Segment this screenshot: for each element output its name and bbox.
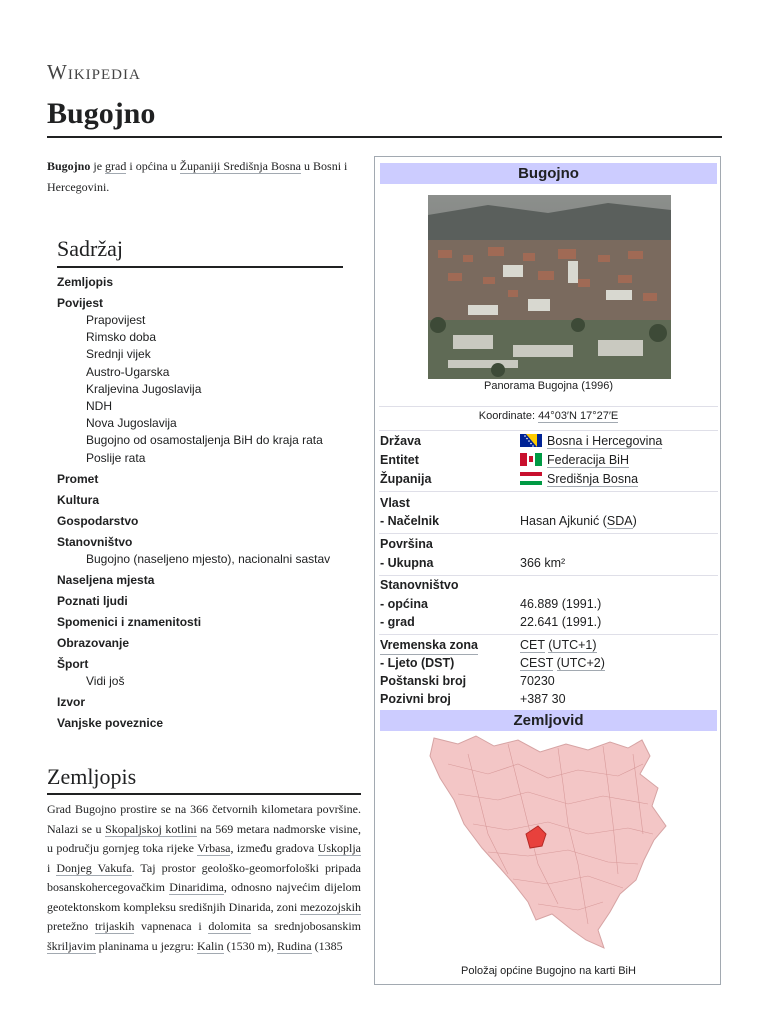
label-nacelnik: - Načelnik (380, 514, 440, 528)
text-link[interactable]: dolomita (208, 919, 251, 933)
infobox-title: Bugojno (380, 163, 717, 184)
value-entitet (520, 451, 629, 469)
label-ukupna: - Ukupna (380, 556, 434, 570)
divider (379, 406, 718, 407)
row-vremenska-zona (380, 636, 717, 654)
text-link[interactable]: trijaskih (95, 919, 135, 933)
text-run: planinama u jezgru: (95, 938, 197, 953)
link-cet[interactable]: CET (520, 638, 545, 652)
photo-caption: Panorama Bugojna (1996) (483, 380, 614, 392)
nacelnik-name: Hasan Ajkunić ( (520, 514, 607, 528)
toc-subitem[interactable]: NDH (86, 399, 112, 414)
value-zupanija (520, 470, 638, 488)
text-run: (1530 m), (223, 938, 277, 953)
toc-subitem[interactable]: Austro-Ugarska (86, 364, 170, 379)
row-pozivni-broj (380, 690, 717, 708)
table-of-contents (57, 236, 357, 732)
divider (379, 430, 718, 431)
link-sda[interactable]: SDA (606, 514, 633, 528)
row-ukupna (380, 554, 717, 572)
toc-subitem[interactable]: Kraljevina Jugoslavija (86, 381, 202, 396)
page-title: Bugojno (47, 96, 722, 138)
text-run: i (47, 860, 57, 875)
toc-subitem[interactable]: Vidi još (86, 674, 125, 689)
divider (379, 491, 718, 492)
panorama-image (428, 195, 671, 379)
link-zupanija[interactable]: Županiji Središnja Bosna (179, 159, 302, 173)
toc-subitem[interactable]: Prapovijest (86, 313, 146, 327)
label-stanovnistvo: Stanovništvo (380, 578, 459, 592)
label-opcina: - općina (380, 597, 428, 611)
toc-title: Sadržaj (57, 236, 343, 268)
value-grad: 22.641 (1991.) (520, 615, 602, 629)
value-vremenska-zona (520, 636, 597, 654)
row-nacelnik (380, 512, 717, 530)
label-drzava: Država (380, 434, 421, 448)
link-utc2[interactable]: (UTC+2) (556, 656, 605, 670)
text-link[interactable]: Rudina (276, 938, 312, 953)
text-run: vapnenaca i (134, 919, 209, 933)
toc-item[interactable]: Stanovništvo (57, 534, 133, 549)
text-run: . Taj prostor geološko-geomorfološki pripada bosanskohercegovačkim (47, 860, 361, 894)
toc-item[interactable]: Promet (57, 471, 99, 486)
text-link[interactable]: Skopaljskoj kotlini (105, 821, 197, 836)
panorama-photo[interactable] (428, 195, 671, 379)
toc-subitem[interactable]: Poslije rata (86, 450, 146, 465)
link-grad[interactable]: grad (105, 159, 127, 173)
toc-item[interactable]: Spomenici i znamenitosti (57, 615, 202, 630)
row-entitet (380, 451, 717, 469)
section-title-zemljopis: Zemljopis (47, 764, 361, 795)
text-link[interactable]: mezozojskih (300, 899, 361, 914)
intro-subject: Bugojno (47, 159, 91, 173)
label-ljeto: - Ljeto (DST) (380, 656, 455, 670)
bih-flag-icon (520, 434, 542, 447)
toc-item[interactable]: Naseljena mjesta (57, 573, 155, 588)
toc-subitem[interactable]: Srednji vijek (86, 347, 151, 362)
zupanija-flag-icon (520, 472, 542, 485)
row-opcina (380, 595, 717, 613)
section-body-zemljopis (47, 800, 361, 956)
toc-item[interactable]: Šport (57, 657, 89, 672)
value-drzava (520, 432, 662, 450)
label-pozivni-broj: Pozivni broj (380, 692, 451, 706)
label-entitet: Entitet (380, 453, 419, 467)
toc-item[interactable]: Povijest (57, 296, 104, 310)
value-pozivni-broj: +387 30 (520, 692, 566, 706)
toc-subitem[interactable]: Bugojno od osamostaljenja BiH do kraja rata (86, 433, 323, 448)
fbih-flag-icon (520, 453, 542, 466)
label-vlast: Vlast (380, 496, 410, 510)
label-povrsina: Površina (380, 537, 433, 551)
wikipedia-logo[interactable]: Wikipedia (47, 60, 141, 84)
value-ukupna: 366 km² (520, 556, 566, 570)
text-run: , između gradova (230, 841, 318, 855)
label-grad: - grad (380, 615, 415, 629)
text-run: na 569 metara nadmorske visine, u području gornjeg toka rijeke (47, 821, 361, 855)
text-run: (1385 (311, 938, 343, 953)
text-run: Grad Bugojno prostire se na 366 četvornih kilometara površine. Nalazi se u (47, 802, 361, 836)
row-zupanija (380, 470, 717, 488)
text-link[interactable]: Vrbasa (197, 841, 231, 855)
toc-subitem[interactable]: Nova Jugoslavija (86, 416, 177, 431)
toc-subitem[interactable]: Rimsko doba (86, 330, 157, 345)
text-run: pretežno (47, 919, 95, 933)
row-povrsina (380, 535, 717, 553)
link-bih[interactable]: Bosna i Hercegovina (547, 434, 663, 448)
value-opcina: 46.889 (1991.) (520, 597, 602, 611)
intro-paragraph (47, 156, 361, 198)
link-sredisnja-bosna[interactable]: Središnja Bosna (547, 472, 639, 486)
intro-text: u Bosni i Hercegovini. (47, 159, 348, 194)
value-ljeto (520, 654, 605, 672)
toc-item[interactable]: Kultura (57, 492, 99, 507)
link-utc1[interactable]: (UTC+1) (548, 638, 597, 652)
row-postanski-broj (380, 672, 717, 690)
link-cest[interactable]: CEST (520, 656, 554, 670)
row-ljeto (380, 654, 717, 672)
value-nacelnik (520, 512, 637, 530)
coordinates-link[interactable]: 44°03′N 17°27′E (538, 410, 619, 422)
row-drzava (380, 432, 717, 450)
toc-item[interactable]: Obrazovanje (57, 636, 130, 651)
value-postanski-broj: 70230 (520, 674, 555, 688)
row-vlast (380, 494, 717, 512)
divider (379, 634, 718, 635)
intro-text: i općina u (126, 159, 180, 173)
toc-subitem[interactable]: Bugojno (naseljeno mjesto), nacionalni sastav (86, 551, 331, 566)
text-run: sa srednjobosanskim (251, 919, 362, 933)
row-stanovnistvo (380, 576, 717, 594)
link-vremenska-zona[interactable]: Vremenska zona (380, 636, 478, 655)
coordinates-label: Koordinate: (478, 410, 535, 422)
toc-item[interactable]: Izvor (57, 695, 86, 710)
text-link[interactable]: Kalin (196, 938, 224, 953)
toc-item[interactable]: Poznati ljudi (57, 594, 128, 609)
toc-item[interactable]: Zemljopis (57, 275, 114, 289)
location-map[interactable] (428, 734, 671, 952)
text-link[interactable]: Donjeg Vakufa (56, 860, 132, 875)
text-link[interactable]: Dinaridima (169, 880, 224, 894)
nacelnik-close: ) (632, 514, 637, 528)
bih-map-image (428, 734, 671, 952)
intro-text: je (90, 159, 106, 173)
text-link[interactable]: škriljavim (47, 938, 96, 953)
map-caption: Položaj općine Bugojno na karti BiH (461, 965, 636, 977)
row-grad (380, 613, 717, 631)
link-fbih[interactable]: Federacija BiH (547, 453, 629, 467)
label-postanski-broj: Poštanski broj (380, 674, 467, 688)
coordinates (380, 410, 717, 422)
divider (379, 533, 718, 534)
label-zupanija: Županija (380, 472, 432, 486)
text-link[interactable]: Uskoplja (317, 841, 362, 855)
toc-item[interactable]: Gospodarstvo (57, 513, 139, 528)
toc-list (57, 274, 357, 732)
toc-item[interactable]: Vanjske poveznice (57, 716, 164, 731)
map-title: Zemljovid (380, 710, 717, 731)
infobox (374, 156, 721, 985)
text-run: , odnosno najvećim dijelom geotektonskom kompleksu središnjih Dinarida, zoni (47, 880, 361, 914)
